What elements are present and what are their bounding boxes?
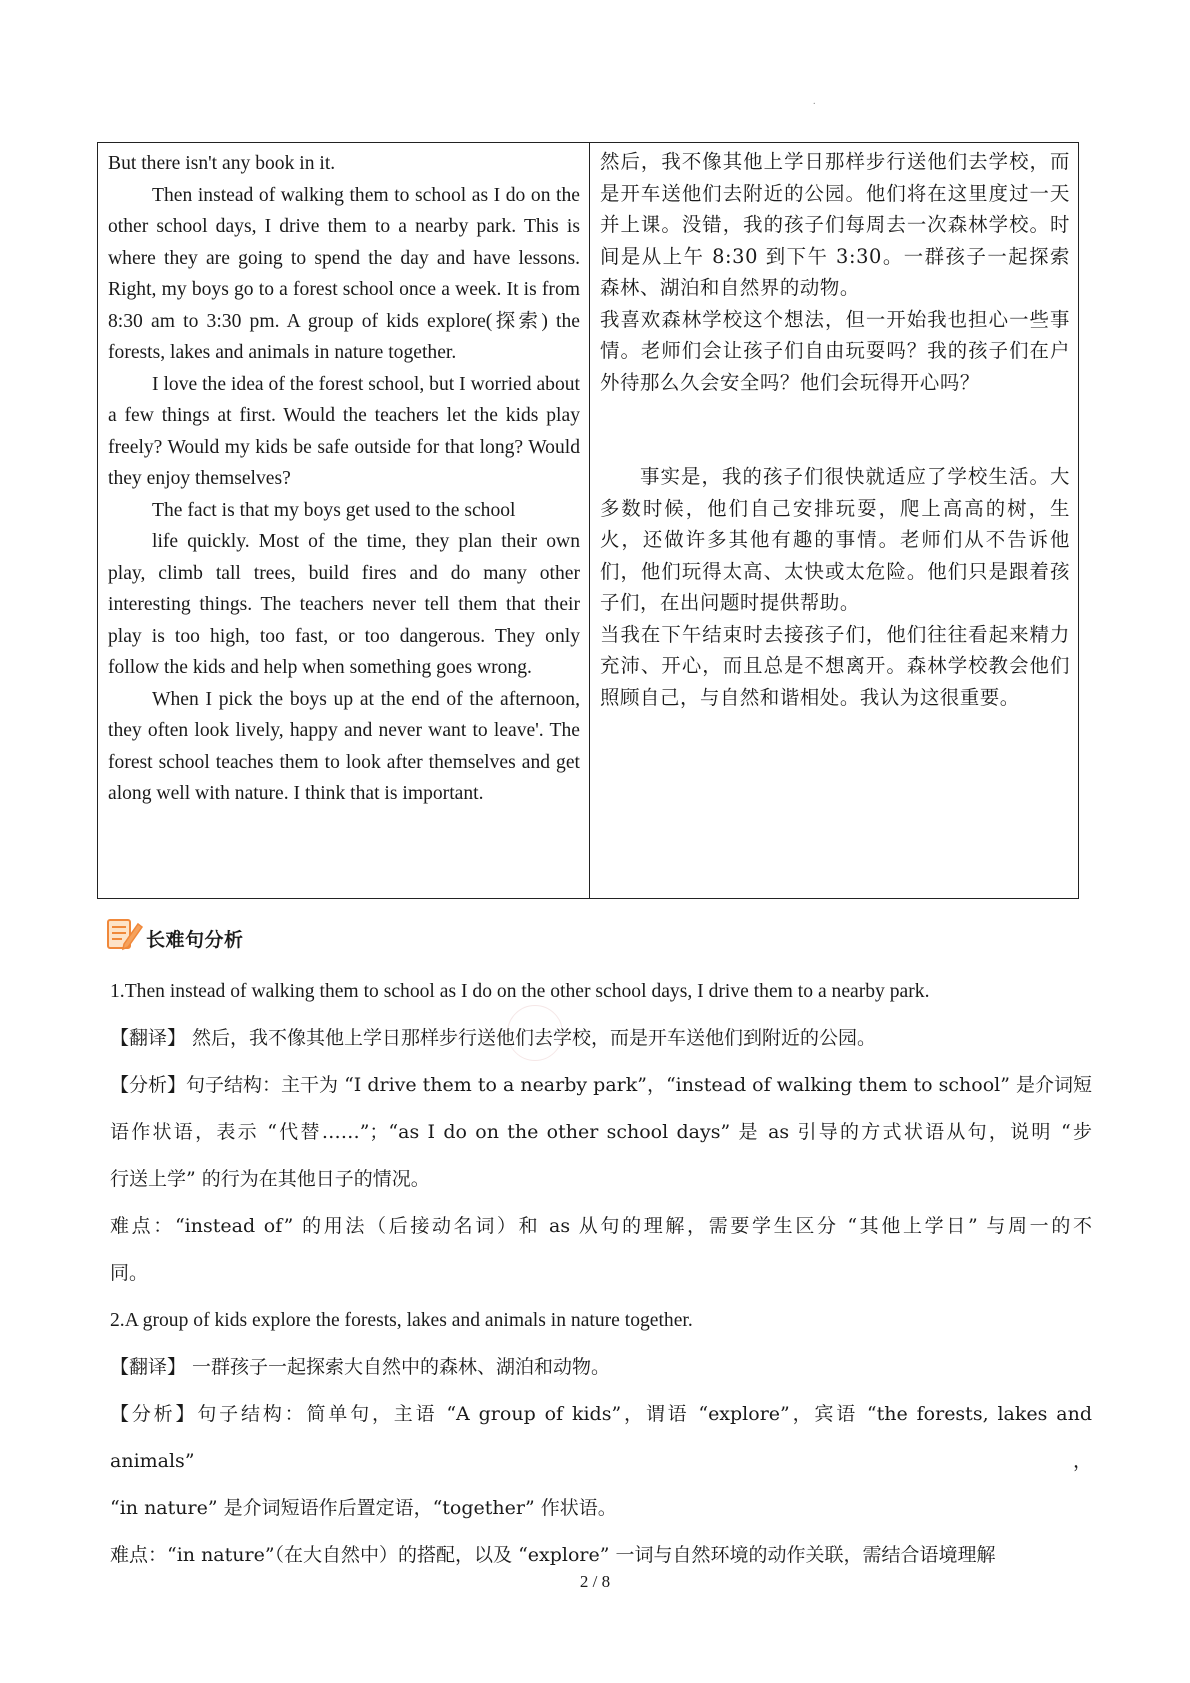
bilingual-text-table <box>97 142 1079 899</box>
english-paragraph: Then instead of walking them to school as I do on the other school days, I drive them to a nearby park. This is where they are going to spend the day and have lessons. Right, my boys go to a forest school once a week. It is from 8:30 am to 3:30 pm. A group of kids explore(探索) the forests, lakes and animals in nature together. <box>108 184 580 363</box>
english-paragraph: The fact is that my boys get used to the school <box>152 499 516 521</box>
english-paragraph: When I pick the boys up at the end of the afternoon, they often look lively, happy and never want to leave'. The forest school teaches them to look after themselves and get along well with nature. I think that is important. <box>108 688 580 804</box>
chinese-paragraph: 我喜欢森林学校这个想法，但一开始我也担心一些事情。老师们会让孩子们自由玩耍吗？我的孩子们在户外待那么久会安全吗？他们会玩得开心吗？ <box>600 307 1070 394</box>
chinese-paragraph: 然后，我不像其他上学日那样步行送他们去学校，而是开车送他们去附近的公园。他们将在这里度过一天并上课。没错，我的孩子们每周去一次森林学校。时间是从上午 8:30 到下午 3:30。一群孩子一起探索森林、湖泊和自然界的动物。 <box>600 150 1070 299</box>
sentence-2-difficulty: 难点：“in nature”（在大自然中）的搭配，以及 “explore” 一词与自然环境的动作关联，需结合语境理解 <box>110 1544 996 1566</box>
section-heading <box>106 910 244 954</box>
sentence-1-difficulty: 同。 <box>110 1262 149 1284</box>
sentence-2-analysis: “in nature” 是介词短语作后置定语，“together” 作状语。 <box>110 1497 617 1519</box>
english-paragraph: life quickly. Most of the time, they plan their own play, climb tall trees, build fires and do many other interesting things. The teachers never tell them that their play is too high, too fast, or too dangerous. They only follow the kids and help when something goes wrong. <box>108 531 580 678</box>
sentence-1-analysis: 行送上学” 的行为在其他日子的情况。 <box>110 1168 430 1190</box>
sentence-1-analysis: 【分析】句子结构：主干为 “I drive them to a nearby park”，“instead of walking them to school” 是介词短 <box>110 1074 1092 1096</box>
note-pencil-icon <box>106 914 146 954</box>
sentence-1-difficulty: 难点：“instead of” 的用法（后接动名词）和 as 从句的理解，需要学生区分 “其他上学日” 与周一的不 <box>110 1215 1092 1237</box>
page-number: 2 / 8 <box>579 1572 611 1591</box>
english-column <box>98 143 590 898</box>
sentence-2-analysis: 【分析】句子结构：简单句，主语 “A group of kids”，谓语 “explore”，宾语 “the forests, lakes and animals”， <box>110 1403 1092 1472</box>
sentence-1-analysis: 语作状语，表示 “代替……”；“as I do on the other school days” 是 as 引导的方式状语从句，说明 “步 <box>110 1121 1092 1143</box>
sentence-2: 2.A group of kids explore the forests, lakes and animals in nature together. <box>110 1310 693 1331</box>
sentence-1-translation: 【翻译】 然后，我不像其他上学日那样步行送他们去学校，而是开车送他们到附近的公园。 <box>110 1027 877 1049</box>
section-title: 长难句分析 <box>146 929 244 951</box>
chinese-paragraph: 事实是，我的孩子们很快就适应了学校生活。大多数时候，他们自己安排玩耍，爬上高高的树，生火，还做许多其他有趣的事情。老师们从不告诉他们，他们玩得太高、太快或太危险。他们只是跟着孩子们，在出问题时提供帮助。 <box>600 465 1070 614</box>
sentence-analysis <box>110 968 1092 1579</box>
chinese-paragraph: 当我在下午结束时去接孩子们，他们往往看起来精力充沛、开心，而且总是不想离开。森林学校教会他们照顾自己，与自然和谐相处。我认为这很重要。 <box>600 622 1070 709</box>
header-mark: . <box>813 96 816 107</box>
blank-spacer <box>600 398 1070 461</box>
chinese-column <box>590 143 1078 898</box>
english-paragraph: But there isn't any book in it. <box>108 153 336 174</box>
sentence-2-translation: 【翻译】 一群孩子一起探索大自然中的森林、湖泊和动物。 <box>110 1356 611 1378</box>
english-paragraph: I love the idea of the forest school, but I worried about a few things at first. Would the teachers let the kids play freely? Would my kids be safe outside for that long? Would they enjoy themselves? <box>108 373 580 489</box>
sentence-1: 1.Then instead of walking them to school as I do on the other school days, I drive them to a nearby park. <box>110 981 930 1002</box>
